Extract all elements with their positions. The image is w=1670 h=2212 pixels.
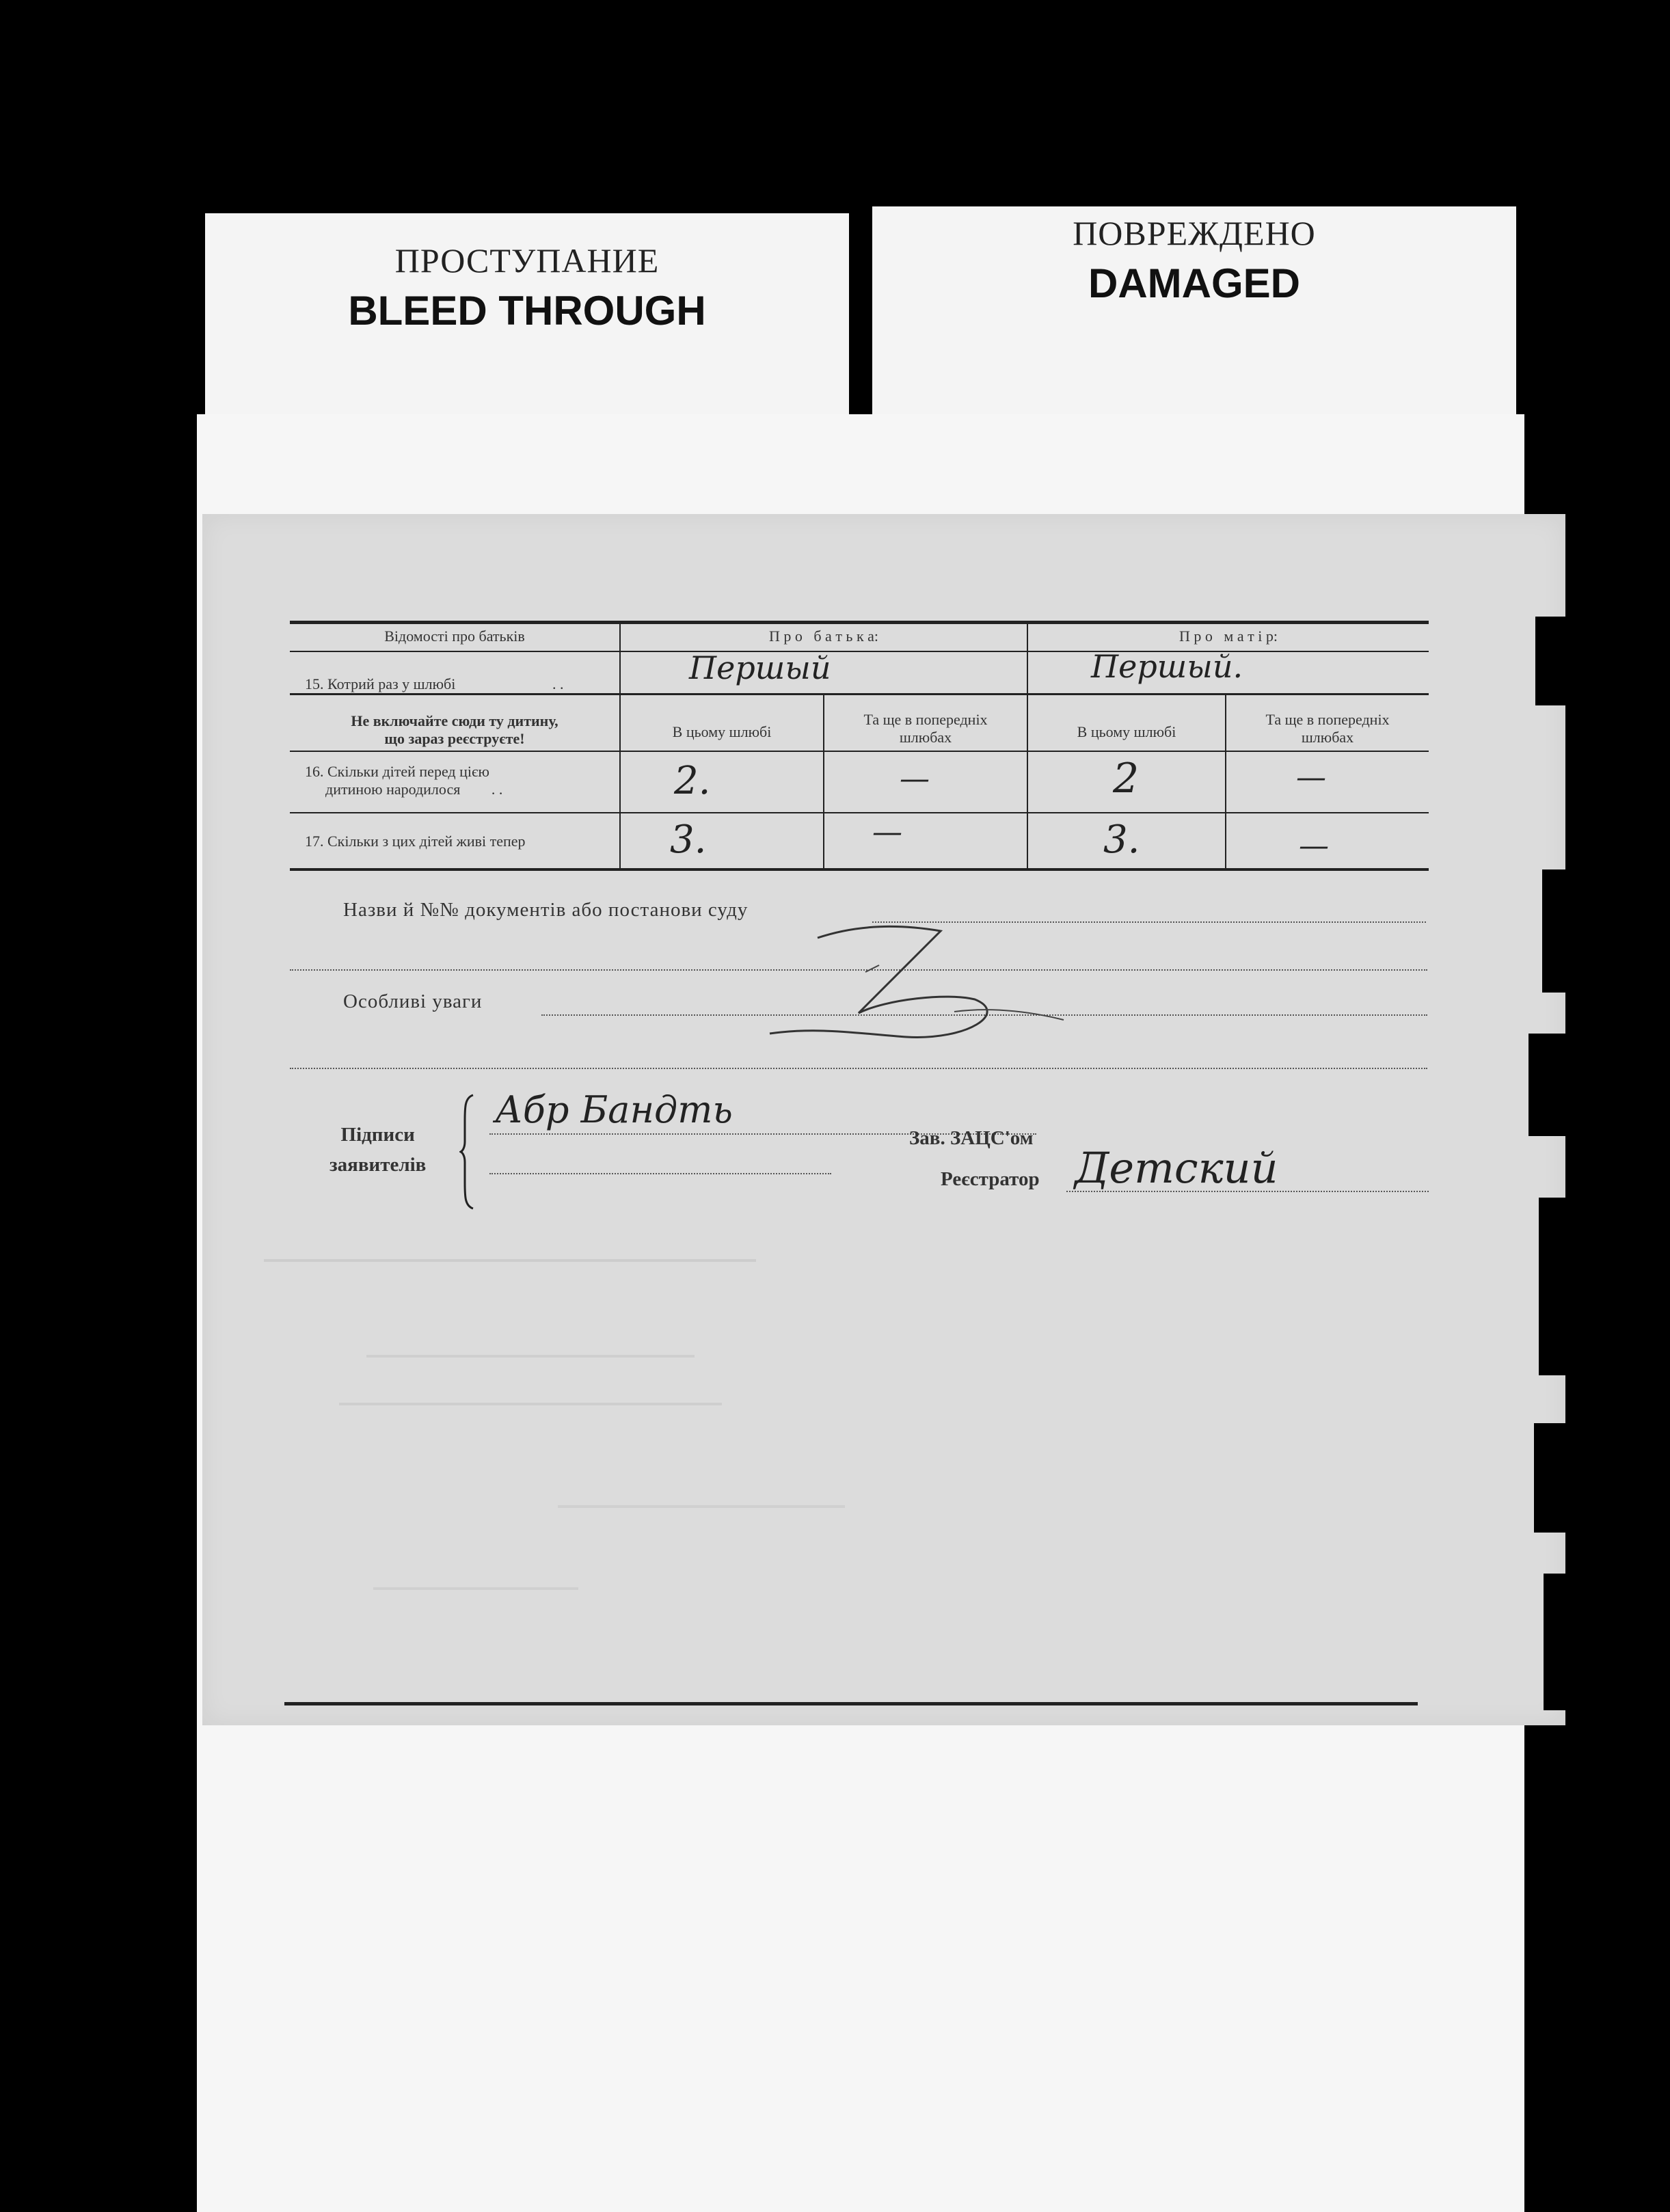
row17-mother-prev: — — [1299, 828, 1329, 863]
torn-edge — [1535, 617, 1565, 705]
cancellation-stroke — [654, 897, 1173, 1075]
row16-father-this: 2. — [674, 759, 711, 803]
bleed-through-mark — [373, 1587, 578, 1590]
note-exclude-child — [290, 712, 619, 748]
father-prev-marriages-header — [824, 711, 1027, 746]
prev-marriages-line-1: Та ще в попередніх — [863, 711, 988, 728]
bleed-through-label-en: BLEED THROUGH — [348, 288, 706, 334]
bleed-through-mark — [339, 1403, 722, 1405]
row16-mother-prev: — — [1296, 760, 1326, 795]
table-rule — [290, 812, 1429, 813]
torn-edge — [1542, 869, 1565, 993]
applicant-signature: Абр Бандть — [495, 1088, 733, 1131]
head-label: Зав. ЗАЦС'ом — [909, 1127, 1034, 1149]
note-line-1: Не включайте сюди ту дитину, — [351, 712, 558, 729]
table-column-rule — [619, 621, 621, 871]
bleed-through-mark — [558, 1505, 845, 1508]
torn-edge — [1534, 1423, 1565, 1533]
applicants-bracket — [459, 1094, 477, 1210]
damaged-label-card — [872, 206, 1516, 414]
row15-mother-value: Першый. — [1091, 648, 1243, 685]
table-rule — [290, 693, 1429, 695]
prev-marriages-line-2: шлюбах — [1301, 729, 1354, 746]
torn-edge — [1528, 1034, 1565, 1136]
row17-father-prev: — — [872, 815, 902, 850]
registrar-signature: Детский — [1075, 1143, 1278, 1193]
torn-edge — [1539, 1198, 1565, 1375]
row16-label-line-1: 16. Скільки дітей перед цією — [305, 763, 489, 780]
prev-marriages-line-2: шлюбах — [899, 729, 952, 746]
table-top-rule — [290, 621, 1429, 624]
bleed-through-label-card — [205, 213, 849, 418]
row17-mother-this: 3. — [1103, 818, 1140, 862]
applicants-label-line-1: Підписи — [340, 1124, 415, 1146]
row16-dots: . . — [491, 781, 503, 798]
applicant-signature-line-2 — [489, 1173, 831, 1174]
table-bottom-rule — [290, 868, 1429, 871]
damaged-label-en: DAMAGED — [1088, 260, 1300, 306]
applicants-label-line-2: заявителів — [329, 1154, 427, 1176]
form-sheet — [202, 514, 1565, 1725]
header-mother: П р о м а т і р: — [1179, 628, 1278, 645]
row17-label: 17. Скільки з цих дітей живі тепер — [305, 833, 526, 850]
row16-mother-this: 2 — [1113, 755, 1140, 802]
prev-marriages-line-1: Та ще в попередніх — [1265, 711, 1390, 728]
remarks-label: Особливі уваги — [343, 990, 483, 1012]
row16-father-prev: — — [900, 761, 930, 796]
note-line-2: що зараз реєструєте! — [384, 730, 525, 747]
father-this-marriage-header: В цьому шлюбі — [672, 723, 772, 740]
registrar-label: Реєстратор — [941, 1168, 1040, 1190]
mother-prev-marriages-header — [1226, 711, 1429, 746]
row16-label — [305, 763, 612, 798]
bleed-through-label-ru: ПРОСТУПАНИЕ — [394, 241, 660, 280]
documents-label: Назви й №№ документів або постанови суду — [343, 899, 749, 921]
damaged-label-ru: ПОВРЕЖДЕНО — [1073, 214, 1316, 252]
bleed-through-mark — [264, 1259, 756, 1262]
header-father: П р о б а т ь к а: — [768, 628, 879, 645]
row15-label: 15. Котрий раз у шлюбі — [305, 675, 456, 692]
row16-label-line-2: дитиною народилося — [325, 781, 461, 798]
table-rule — [290, 751, 1429, 752]
torn-edge — [1544, 1574, 1565, 1710]
row17-father-this: 3. — [670, 818, 707, 862]
registrar-signature-line — [1066, 1191, 1429, 1192]
row15-dots: . . — [552, 675, 564, 692]
table-column-rule — [1027, 621, 1028, 871]
mother-this-marriage-header: В цьому шлюбі — [1077, 723, 1176, 740]
bleed-through-mark — [366, 1355, 695, 1358]
form-bottom-rule — [284, 1702, 1418, 1705]
row15-father-value: Першый — [689, 649, 831, 686]
applicants-signatures-label — [329, 1120, 426, 1180]
header-parents-info: Відомості про батьків — [384, 628, 525, 645]
table-rule — [290, 651, 1429, 652]
